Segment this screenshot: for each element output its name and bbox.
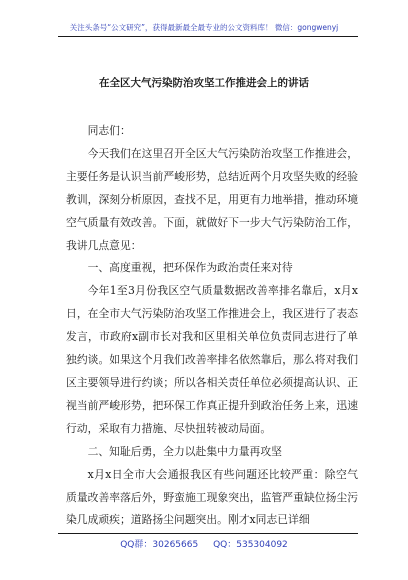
paragraph-section-1: 今年1至3月份我区空气质量数据改善率排名靠后，x月x日，在全市大气污染防治攻坚工作推进会上，我区进行了表态发言，市政府x副市长对我和区里相关单位负责同志进行了单独约谈。如果这个月我们改善率排名依然靠后，那么将对我们区主要领导进行约谈；所以各相关责任单位必须提高认识、正视当前严峻形势，把环保工作真正提升到政治任务上来，迅速行动，采取有力措施、尽快扭转被动局面。 — [66, 284, 358, 435]
header-divider — [58, 36, 358, 37]
header-banner: 关注头条号“公文研究”，获得最新最全最专业的公文资料库！ 微信：gongwenyj — [69, 23, 339, 32]
section-heading-1: 一、高度重视，把环保作为政治责任来对待 — [87, 261, 293, 275]
document-body — [66, 108, 358, 532]
footer-contacts — [0, 537, 408, 550]
document-title: 在全区大气污染防治攻坚工作推进会上的讲话 — [99, 77, 309, 89]
paragraph-intro: 今天我们在这里召开全区大气污染防治攻坚工作推进会，主要任务是认识当前严峻形势，总结近两个月攻坚失败的经验教训，深刻分析原因，查找不足，用更有力地举措，推动环境空气质量有效改善。下面，就做好下一步大气污染防治工作，我讲几点意见： — [66, 146, 358, 252]
paragraph-section-2: x月x日全市大会通报我区有些问题还比较严重：除空气质量改善率落后外，野蛮施工现象突出，监管严重缺位扬尘污染几成顽疾；道路扬尘问题突出。刚才x同志已详细 — [66, 467, 358, 527]
footer-qq-group: QQ群：30265665 — [120, 540, 199, 550]
footer-qq: QQ：535304092 — [213, 540, 288, 550]
footer-divider — [58, 533, 358, 534]
salutation: 同志们： — [87, 124, 131, 137]
section-heading-2: 二、知耻后勇，全力以赴集中力量再攻坚 — [87, 444, 282, 458]
